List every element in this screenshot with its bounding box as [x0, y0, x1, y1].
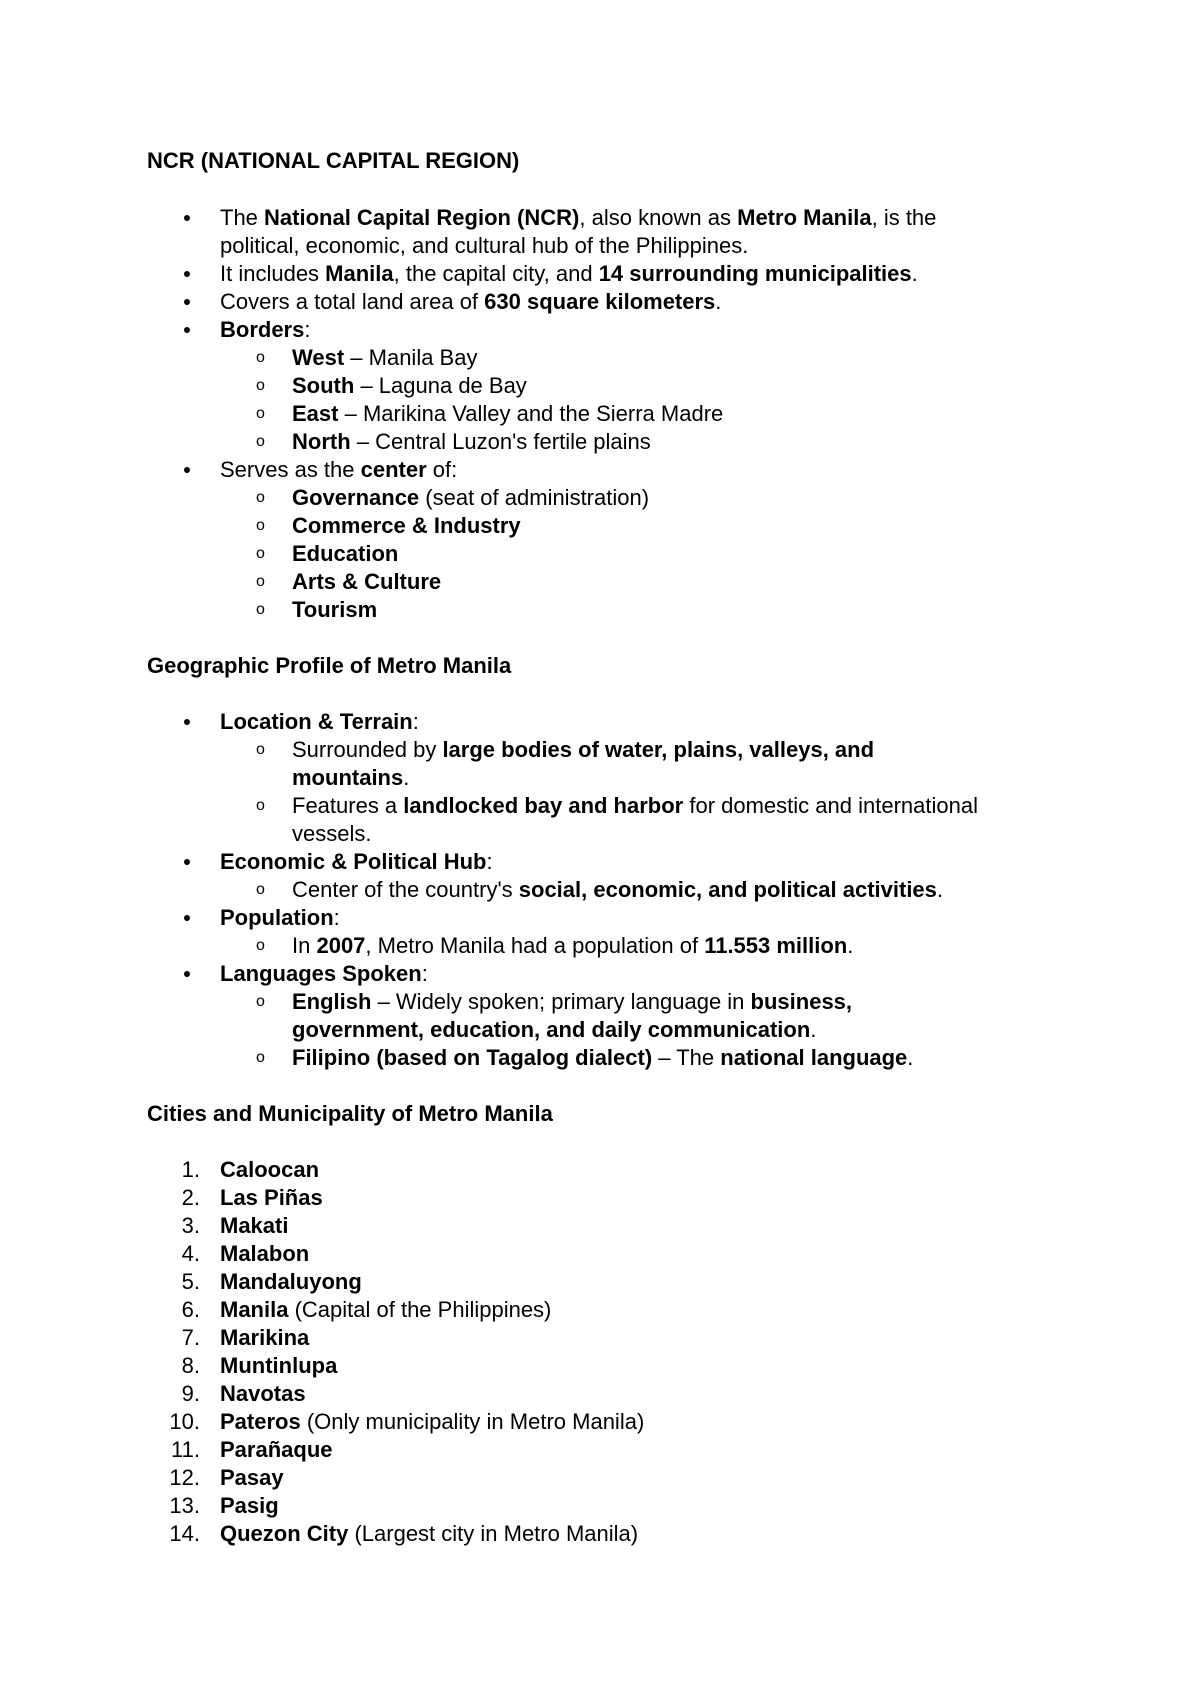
city-name: Navotas: [220, 1381, 306, 1406]
sub-bullet-icon: o: [256, 1049, 265, 1066]
sub-bullet-icon: o: [256, 741, 265, 758]
list-item-continuation: political, economic, and cultural hub of the Philippines.: [220, 233, 749, 258]
sub-list-item: Commerce & Industry: [292, 513, 521, 538]
bullet-icon: [184, 904, 196, 932]
sub-bullet-icon: o: [256, 349, 265, 366]
city-name: Parañaque: [220, 1437, 333, 1462]
list-item: Covers a total land area of 630 square kilometers.: [220, 289, 722, 314]
sub-list-item-continuation: mountains.: [292, 765, 410, 790]
list-number: 4.: [181, 1241, 200, 1266]
list-number: 6.: [181, 1297, 200, 1322]
sub-list-item: Arts & Culture: [292, 569, 442, 594]
sub-bullet-icon: o: [256, 797, 265, 814]
list-item: Serves as the center of:: [220, 457, 458, 482]
sub-bullet-icon: o: [256, 601, 265, 618]
sub-list-item: Features a landlocked bay and harbor for domestic and international: [292, 793, 978, 818]
city-note: (Only municipality in Metro Manila): [300, 1409, 645, 1434]
sub-bullet-icon: o: [256, 937, 265, 954]
bullet-icon: [184, 288, 196, 316]
list-item: Economic & Political Hub:: [220, 849, 493, 874]
city-name: Makati: [220, 1213, 289, 1238]
city-item: [220, 1324, 309, 1352]
bullet-icon: [184, 204, 196, 232]
sub-list-item: Tourism: [292, 597, 378, 622]
sub-list-item: Filipino (based on Tagalog dialect) – The national language.: [292, 1045, 914, 1070]
city-item: [220, 1436, 333, 1464]
sub-bullet-icon: o: [256, 545, 265, 562]
section-title-geographic-profile: Geographic Profile of Metro Manila: [147, 653, 512, 678]
city-item: [220, 1492, 279, 1520]
list-number: 12.: [169, 1465, 200, 1490]
list-number: 10.: [169, 1409, 200, 1434]
city-note: (Largest city in Metro Manila): [348, 1521, 639, 1546]
list-number: 5.: [181, 1269, 200, 1294]
city-item: [220, 1240, 309, 1268]
city-note: (Capital of the Philippines): [288, 1297, 552, 1322]
city-name: Las Piñas: [220, 1185, 323, 1210]
list-number: 11.: [171, 1437, 200, 1462]
city-name: Mandaluyong: [220, 1269, 362, 1294]
list-number: 2.: [181, 1185, 200, 1210]
city-name: Pateros: [220, 1409, 301, 1434]
sub-list-item: West – Manila Bay: [292, 345, 478, 370]
city-name: Caloocan: [220, 1157, 320, 1182]
city-item: [220, 1184, 323, 1212]
list-number: 3.: [181, 1213, 200, 1238]
sub-list-item: English – Widely spoken; primary language in business,: [292, 989, 853, 1014]
city-item: [220, 1212, 288, 1240]
city-item: [220, 1352, 337, 1380]
sub-bullet-icon: o: [256, 489, 265, 506]
sub-list-item: Education: [292, 541, 399, 566]
list-number: 14.: [169, 1521, 200, 1546]
bullet-icon: [184, 456, 196, 484]
city-item: [220, 1464, 284, 1492]
list-item: The National Capital Region (NCR), also known as Metro Manila, is the: [220, 205, 937, 230]
city-item: [220, 1268, 362, 1296]
sub-bullet-icon: o: [256, 517, 265, 534]
section-title-cities: Cities and Municipality of Metro Manila: [147, 1101, 553, 1126]
list-item: Languages Spoken:: [220, 961, 428, 986]
sub-list-item: East – Marikina Valley and the Sierra Madre: [292, 401, 724, 426]
bullet-icon: [184, 316, 196, 344]
city-name: Muntinlupa: [220, 1353, 338, 1378]
city-name: Pasig: [220, 1493, 279, 1518]
section-title-ncr: NCR (NATIONAL CAPITAL REGION): [147, 148, 520, 173]
city-item: [220, 1296, 551, 1324]
sub-list-item: Surrounded by large bodies of water, plains, valleys, and: [292, 737, 875, 762]
sub-list-item: Center of the country's social, economic, and political activities.: [292, 877, 944, 902]
bullet-icon: [184, 260, 196, 288]
sub-list-item-continuation: vessels.: [292, 821, 372, 846]
sub-bullet-icon: o: [256, 433, 265, 450]
list-number: 1.: [181, 1157, 200, 1182]
sub-list-item: South – Laguna de Bay: [292, 373, 527, 398]
city-name: Quezon City: [220, 1521, 349, 1546]
list-item: It includes Manila, the capital city, and 14 surrounding municipalities.: [220, 261, 918, 286]
list-number: 8.: [181, 1353, 200, 1378]
list-item: Location & Terrain:: [220, 709, 419, 734]
sub-bullet-icon: o: [256, 993, 265, 1010]
list-number: 9.: [181, 1381, 200, 1406]
city-item: [220, 1156, 319, 1184]
city-name: Malabon: [220, 1241, 310, 1266]
city-name: Pasay: [220, 1465, 284, 1490]
sub-list-item-continuation: government, education, and daily communication.: [292, 1017, 817, 1042]
sub-bullet-icon: o: [256, 377, 265, 394]
list-number: 13.: [169, 1493, 200, 1518]
sub-bullet-icon: o: [256, 573, 265, 590]
sub-list-item: North – Central Luzon's fertile plains: [292, 429, 651, 454]
city-item: [220, 1380, 306, 1408]
sub-bullet-icon: o: [256, 405, 265, 422]
city-name: Marikina: [220, 1325, 310, 1350]
bullet-icon: [184, 708, 196, 736]
sub-bullet-icon: o: [256, 881, 265, 898]
list-item: Borders:: [220, 317, 311, 342]
sub-list-item: Governance (seat of administration): [292, 485, 650, 510]
bullet-icon: [184, 960, 196, 988]
city-name: Manila: [220, 1297, 289, 1322]
list-item: Population:: [220, 905, 340, 930]
list-number: 7.: [181, 1325, 200, 1350]
bullet-icon: [184, 848, 196, 876]
city-item: [220, 1408, 644, 1436]
city-item: [220, 1520, 638, 1548]
sub-list-item: In 2007, Metro Manila had a population of 11.553 million.: [292, 933, 854, 958]
